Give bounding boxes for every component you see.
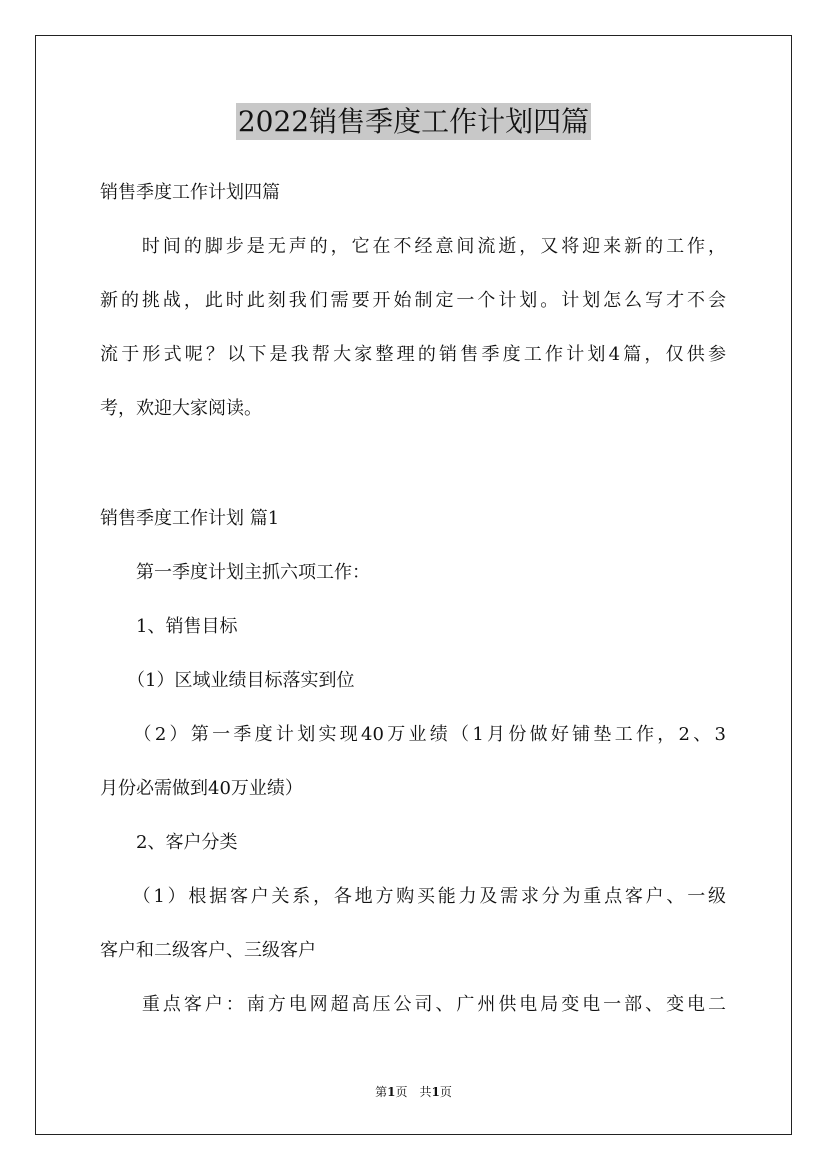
document-title-text: 2022销售季度工作计划四篇 — [237, 105, 590, 138]
section-heading-part1: 销售季度工作计划 篇1 — [100, 508, 280, 529]
paragraph-line: 新的挑战，此时此刻我们需要开始制定一个计划。计划怎么写才不会 — [100, 290, 726, 311]
footer-suffix: 页 — [439, 1085, 452, 1099]
footer-prefix: 第 — [375, 1085, 388, 1099]
list-item: （1）根据客户关系，各地方购买能力及需求分为重点客户、一级 — [100, 886, 726, 907]
footer-mid: 页 共 — [395, 1085, 432, 1099]
section-heading-intro: 销售季度工作计划四篇 — [100, 182, 280, 203]
document-title — [0, 100, 827, 144]
paragraph-line: 时间的脚步是无声的，它在不经意间流逝，又将迎来新的工作， — [100, 236, 726, 257]
paragraph-line: 考，欢迎大家阅读。 — [100, 398, 262, 419]
paragraph-line: 流于形式呢？以下是我帮大家整理的销售季度工作计划4篇，仅供参 — [100, 344, 726, 365]
page-footer — [0, 1082, 827, 1102]
footer-page-current: 1 — [387, 1085, 396, 1099]
paragraph-line: 客户和二级客户、三级客户 — [100, 940, 316, 961]
paragraph-line: 月份必需做到40万业绩） — [100, 778, 303, 799]
list-item: （1）区域业绩目标落实到位 — [100, 670, 355, 691]
list-item: （2）第一季度计划实现40万业绩（1月份做好铺垫工作，2、3 — [100, 724, 726, 745]
paragraph-line: 第一季度计划主抓六项工作： — [100, 562, 370, 583]
list-item-heading: 1、销售目标 — [100, 616, 238, 637]
paragraph-line: 重点客户：南方电网超高压公司、广州供电局变电一部、变电二 — [100, 994, 726, 1015]
list-item-heading: 2、客户分类 — [100, 832, 238, 853]
footer-page-total: 1 — [431, 1085, 440, 1099]
